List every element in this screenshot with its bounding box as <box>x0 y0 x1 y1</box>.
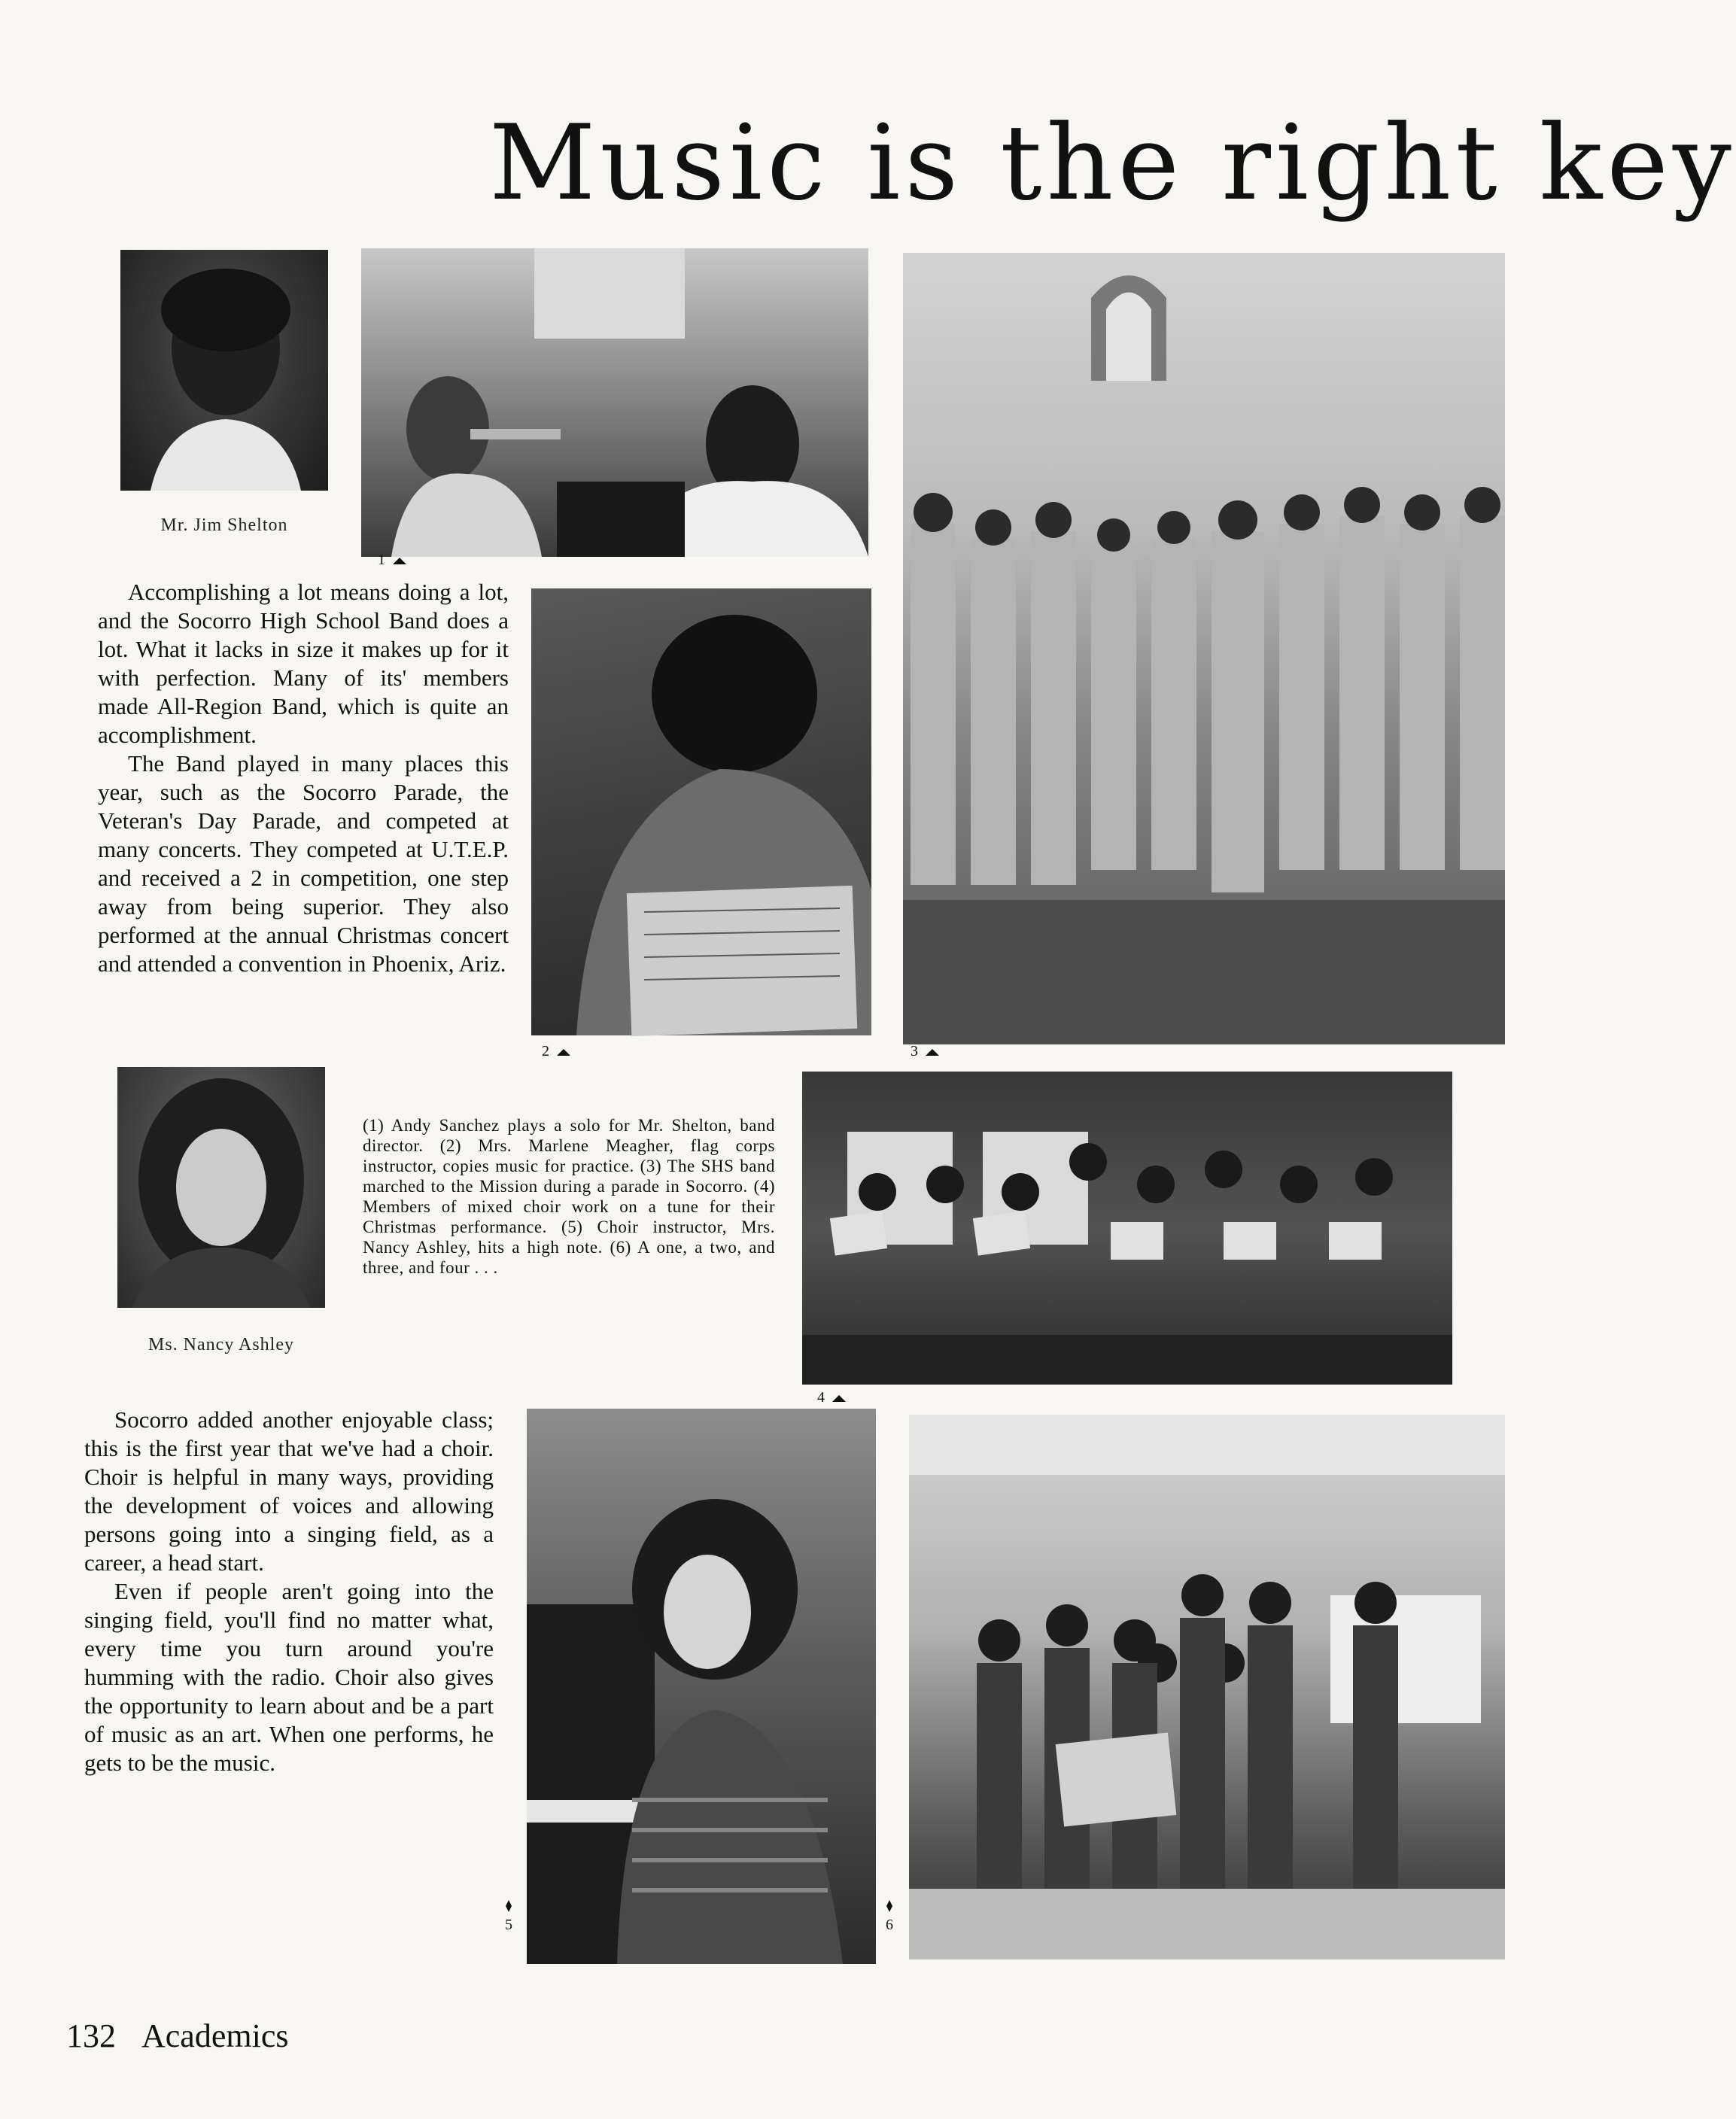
photo-6-choir-rehearsal <box>909 1415 1505 1959</box>
band-article-text <box>98 578 509 978</box>
portrait-jim-shelton <box>120 250 328 491</box>
arrow-up-icon <box>832 1395 846 1402</box>
section-name: Academics <box>141 2017 289 2054</box>
arrow-marker-icon <box>886 1900 892 1912</box>
band-paragraph-2: The Band played in many places this year, such as the Socorro Parade, the Veteran's Day Parade, and competed at many concerts. They competed at U.T.E.P. and received a 2 in competition, one step away from being superior. They also performed at the annual Christmas concert and attended a convention in Phoenix, Ariz. <box>98 750 509 977</box>
photo-2-copying-music <box>531 588 871 1035</box>
photo-number-2: 2 <box>542 1043 570 1060</box>
photo-4-mixed-choir <box>802 1072 1452 1385</box>
page-footer <box>66 2017 314 2055</box>
photo-1-trumpet-solo <box>361 248 868 557</box>
choir-article-text <box>84 1406 494 1777</box>
portrait-nancy-ashley <box>117 1067 325 1308</box>
photo-number-5: 5 <box>500 1899 518 1934</box>
page-title: Music is the right key <box>489 102 1736 223</box>
photo-captions: (1) Andy Sanchez plays a solo for Mr. Shelton, band director. (2) Mrs. Marlene Meagher, flag corps instructor, copies music for practice. (3) The SHS band marched to the Mission during a parade in Socorro. (4) Members of mixed choir work on a tune for their Christmas performance. (5) Choir instructor, Mrs. Nancy Ashley, hits a high note. (6) A one, a two, and three, and four . . . <box>363 1116 775 1277</box>
choir-paragraph-2: Even if people aren't going into the singing field, you'll find no matter what, every time you turn around you're humming with the radio. Choir also gives the opportunity to learn about and be a part of music as an art. When one performs, he gets to be the music. <box>84 1578 494 1776</box>
photo-5-choir-instructor <box>527 1409 876 1964</box>
photo-3-marching-band <box>903 253 1505 1044</box>
photo-number-1: 1 <box>378 552 406 569</box>
portrait-caption-shelton: Mr. Jim Shelton <box>160 515 288 535</box>
photo-number-6: 6 <box>880 1899 898 1934</box>
arrow-up-icon <box>393 558 406 564</box>
choir-paragraph-1: Socorro added another enjoyable class; this is the first year that we've had a choir. Choir is helpful in many ways, providing the development of voices and allowing persons going into a singing field, as a career, a head start. <box>84 1406 494 1576</box>
photo-number-3: 3 <box>911 1043 939 1060</box>
band-paragraph-1: Accomplishing a lot means doing a lot, and the Socorro High School Band does a lot. What it lacks in size it makes up for it with perfection. Many of its' members made All-Region Band, which is quite an accomplishment. <box>98 579 509 748</box>
arrow-up-icon <box>557 1049 570 1056</box>
photo-number-4: 4 <box>817 1389 846 1406</box>
portrait-caption-ashley: Ms. Nancy Ashley <box>148 1335 294 1354</box>
arrow-marker-icon <box>506 1900 512 1912</box>
page-number: 132 <box>66 2017 116 2054</box>
arrow-up-icon <box>926 1049 939 1056</box>
